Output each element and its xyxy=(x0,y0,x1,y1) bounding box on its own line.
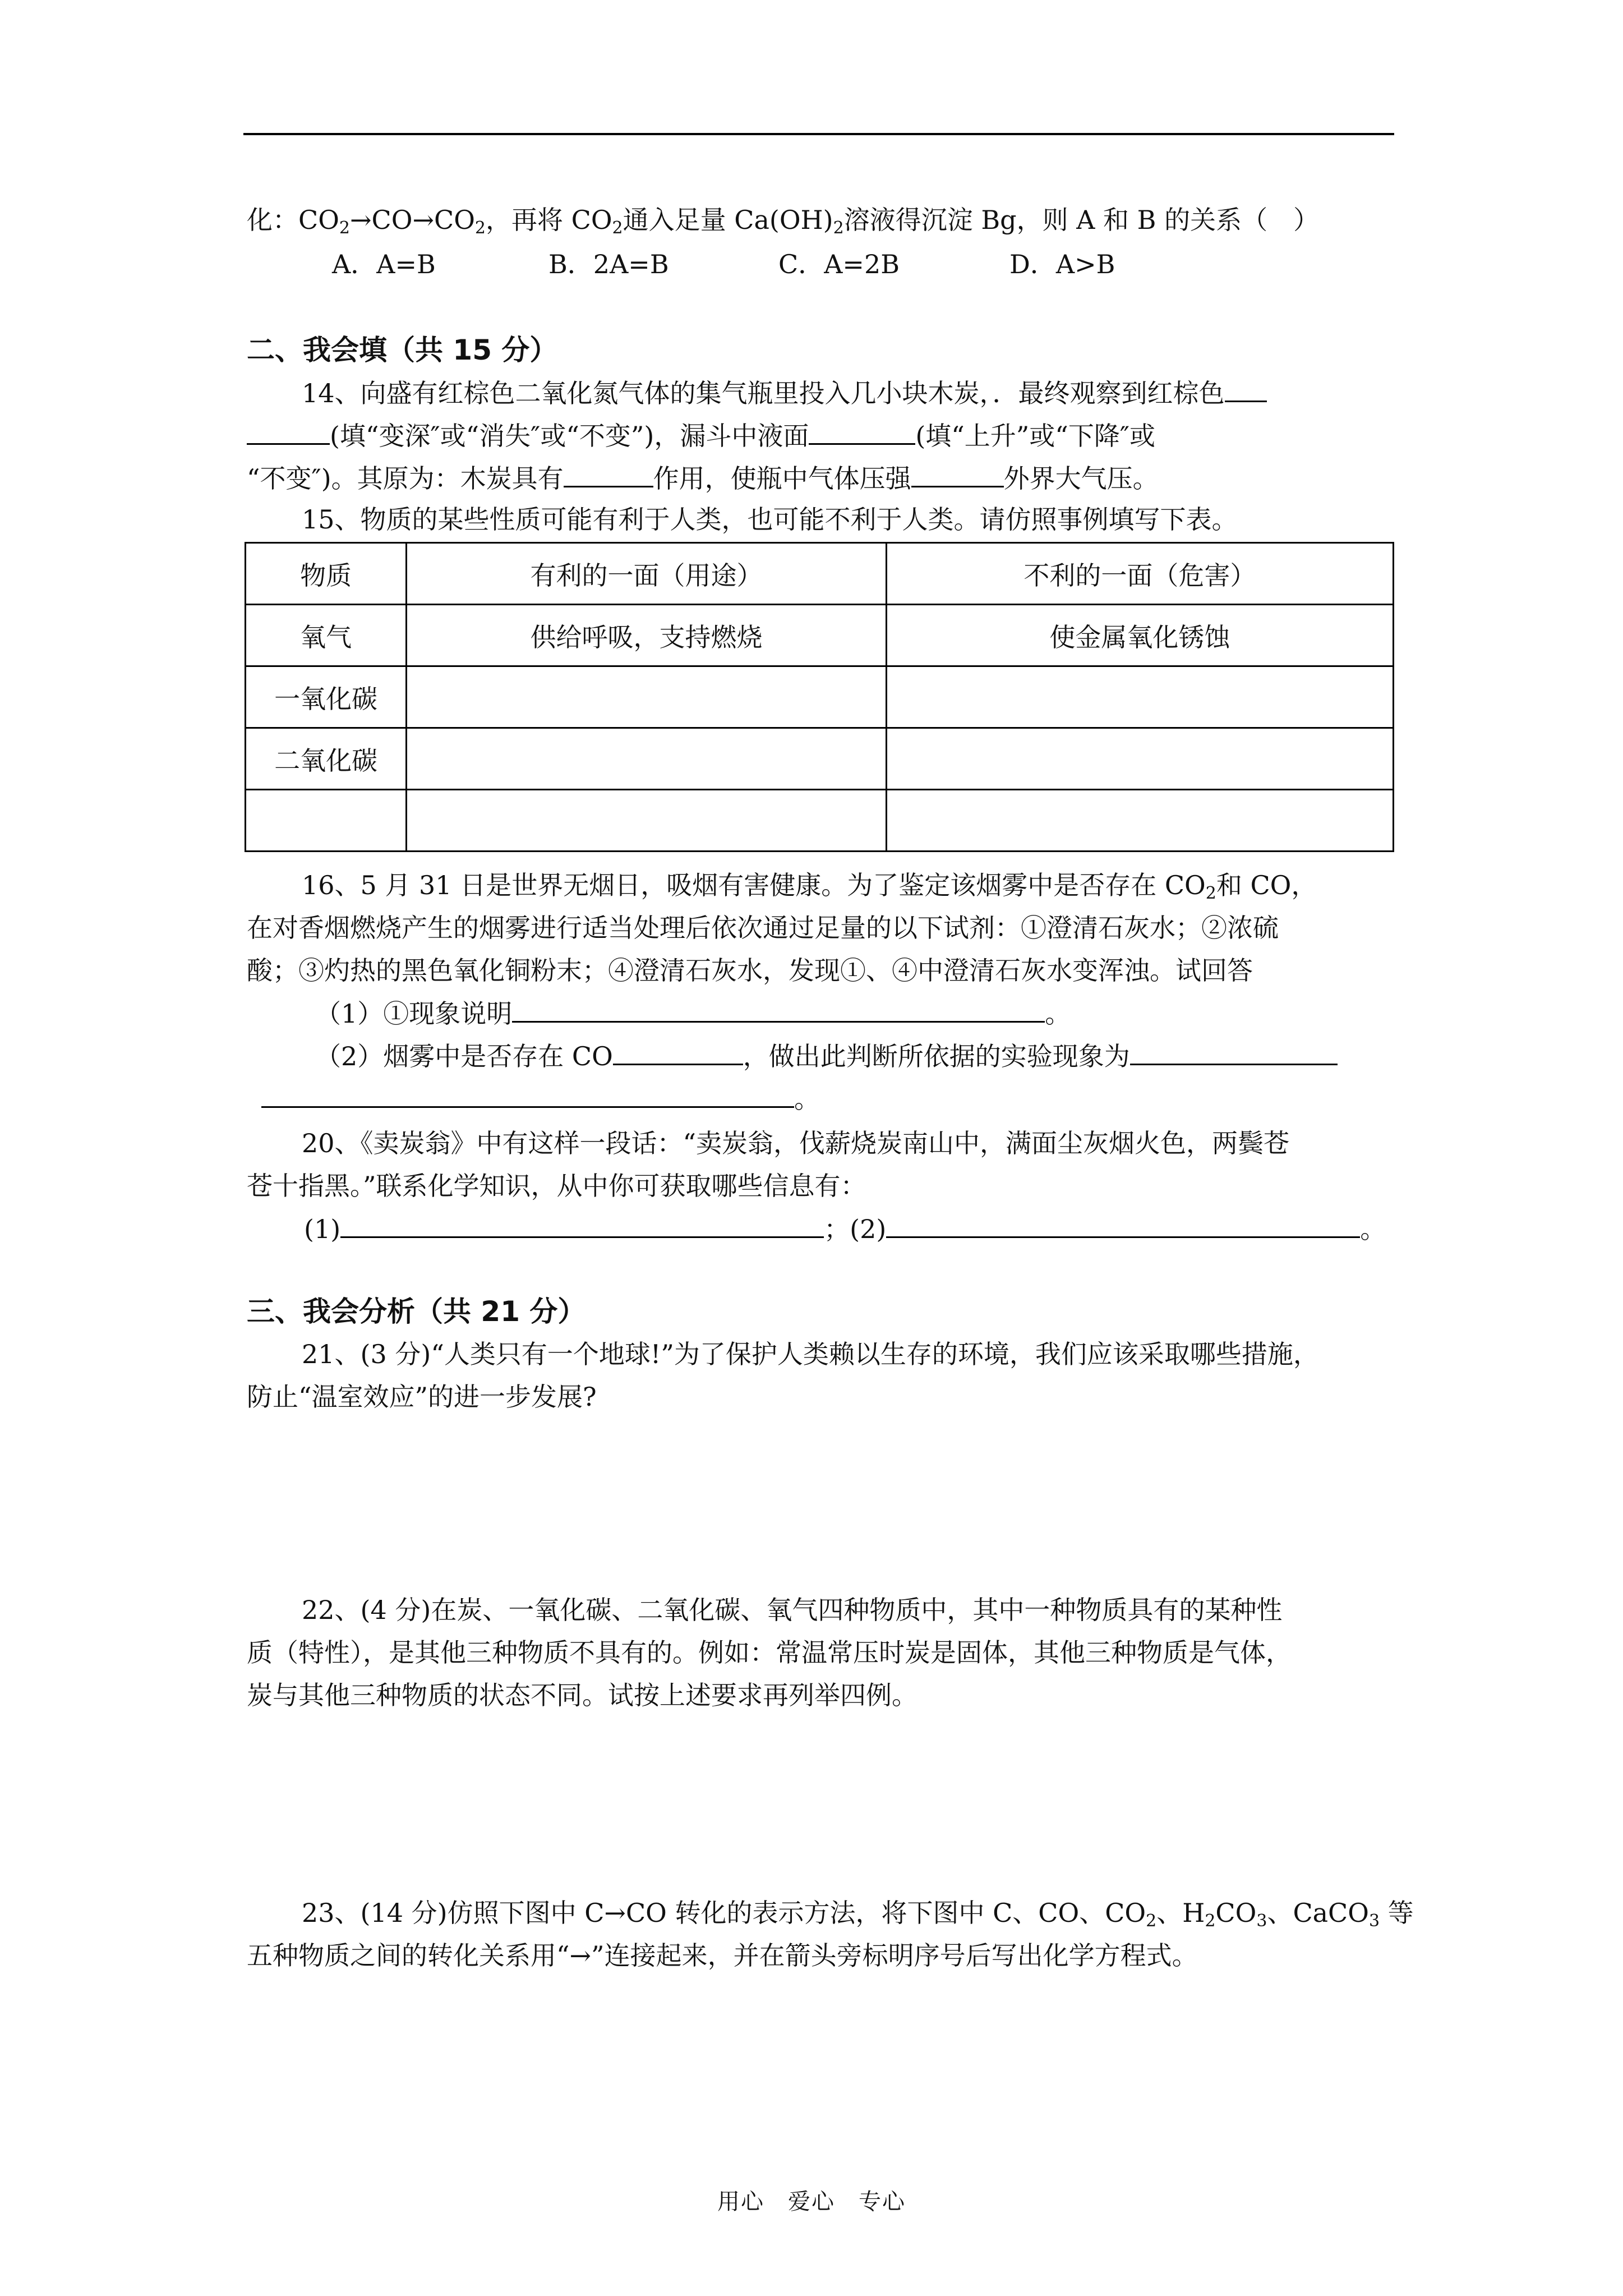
section-2-title: 二、我会填（共 15 分） xyxy=(247,334,558,366)
table-cell: 供给呼吸，支持燃烧 xyxy=(407,605,886,666)
q16-blank-2[interactable] xyxy=(613,1039,743,1065)
q20-blank-1[interactable] xyxy=(340,1212,824,1238)
table-cell: 二氧化碳 xyxy=(246,728,407,790)
q20-answers: (1) ；(2) 。 xyxy=(304,1212,1386,1246)
header-rule xyxy=(243,133,1394,135)
table-header-cell: 物质 xyxy=(246,543,407,605)
page-footer: 用心 爱心 专心 xyxy=(717,2189,906,2215)
table-cell: 使金属氧化锈蚀 xyxy=(886,605,1393,666)
q14-line2: (填“变深″或“消失″或“不变”)，漏斗中液面 (填“上升”或“下降″或 xyxy=(247,418,1155,453)
q15-table xyxy=(245,542,1394,852)
q21-line1: 21、(3 分)“人类只有一个地球!”为了保护人类赖以生存的环境，我们应该采取哪些措施， xyxy=(302,1339,1319,1369)
q14-line1: 14、向盛有红棕色二氧化氮气体的集气瓶里投入几小块木炭，．最终观察到红棕色 xyxy=(302,376,1267,410)
table-cell: 氧气 xyxy=(246,605,407,666)
q14-blank-4[interactable] xyxy=(911,461,1004,487)
table-header-cell: 有利的一面（用途） xyxy=(407,543,886,605)
q13-option-c: C．A=2B xyxy=(778,249,900,279)
table-row xyxy=(246,790,1394,852)
q16-line2: 在对香烟燃烧产生的烟雾进行适当处理后依次通过足量的以下试剂：①澄清石灰水；②浓硫 xyxy=(247,913,1279,943)
q20-line1: 20、《卖炭翁》中有这样一段话：“卖炭翁，伐薪烧炭南山中，满面尘灰烟火色，两鬓苍 xyxy=(302,1128,1290,1158)
table-answer-cell[interactable] xyxy=(407,666,886,728)
table-row xyxy=(246,666,1394,728)
table-answer-cell[interactable] xyxy=(246,790,407,852)
table-answer-cell[interactable] xyxy=(886,666,1393,728)
q16-sub1: （1）①现象说明 。 xyxy=(315,996,1071,1030)
q14-blank-3[interactable] xyxy=(564,461,653,487)
q13-option-b: B．2A=B xyxy=(548,249,669,279)
q14-blank-1b[interactable] xyxy=(247,418,330,445)
q20-line2: 苍十指黑。”联系化学知识，从中你可获取哪些信息有： xyxy=(247,1171,866,1201)
table-answer-cell[interactable] xyxy=(407,790,886,852)
q14-blank-1a[interactable] xyxy=(1225,376,1267,402)
q22-line3: 炭与其他三种物质的状态不同。试按上述要求再列举四例。 xyxy=(247,1680,917,1710)
q14-blank-2[interactable] xyxy=(809,418,915,445)
table-row xyxy=(246,728,1394,790)
q16-blank-3[interactable] xyxy=(1130,1039,1338,1065)
section-3-title: 三、我会分析（共 21 分） xyxy=(247,1295,586,1328)
q16-blank-1[interactable] xyxy=(512,996,1045,1023)
table-row xyxy=(246,605,1394,666)
table-answer-cell[interactable] xyxy=(886,790,1393,852)
q21-line2: 防止“温室效应”的进一步发展? xyxy=(247,1382,597,1412)
q16-line3: 酸；③灼热的黑色氧化铜粉末；④澄清石灰水，发现①、④中澄清石灰水变浑浊。试回答 xyxy=(247,955,1253,986)
table-answer-cell[interactable] xyxy=(886,728,1393,790)
q16-line1: 16、5 月 31 日是世界无烟日，吸烟有害健康。为了鉴定该烟雾中是否存在 $CO_2$和 CO， xyxy=(302,870,1317,903)
q23-line2: 五种物质之间的转化关系用“→”连接起来，并在箭头旁标明序号后写出化学方程式。 xyxy=(247,1940,1198,1971)
table-header-cell: 不利的一面（危害） xyxy=(886,543,1393,605)
q13-stem: 化：$CO_2\to CO\to CO_2$，再将 $CO_2$通入足量 $Ca(OH)_2$溶液得沉淀 Bg，则 A 和 B 的关系（ ） xyxy=(247,205,1320,238)
q14-line3: “不变″)。其原为：木炭具有 作用，使瓶中气体压强 外界大气压。 xyxy=(247,461,1159,495)
table-header-row xyxy=(246,543,1394,605)
q23-line1: 23、(14 分)仿照下图中 C→CO 转化的表示方法，将下图中 C、CO、$CO_2$、$H_2CO_3$、CaCO$_3$ 等 xyxy=(302,1898,1414,1931)
q20-blank-2[interactable] xyxy=(886,1212,1360,1238)
q15-line1: 15、物质的某些性质可能有利于人类，也可能不利于人类。请仿照事例填写下表。 xyxy=(302,504,1238,535)
q16-sub2: （2）烟雾中是否存在 CO ，做出此判断所依据的实验现象为 xyxy=(315,1039,1338,1073)
q16-line6: 。 xyxy=(261,1082,820,1116)
q22-line2: 质（特性），是其他三种物质不具有的。例如：常温常压时炭是固体，其他三种物质是气体， xyxy=(247,1637,1292,1668)
q13-option-a: A．A=B xyxy=(332,249,436,279)
q22-line1: 22、(4 分)在炭、一氧化碳、二氧化碳、氧气四种物质中，其中一种物质具有的某种性 xyxy=(302,1595,1283,1625)
table-answer-cell[interactable] xyxy=(407,728,886,790)
table-cell: 一氧化碳 xyxy=(246,666,407,728)
q13-option-d: D．A>B xyxy=(1009,249,1115,279)
q16-blank-3b[interactable] xyxy=(261,1082,794,1108)
